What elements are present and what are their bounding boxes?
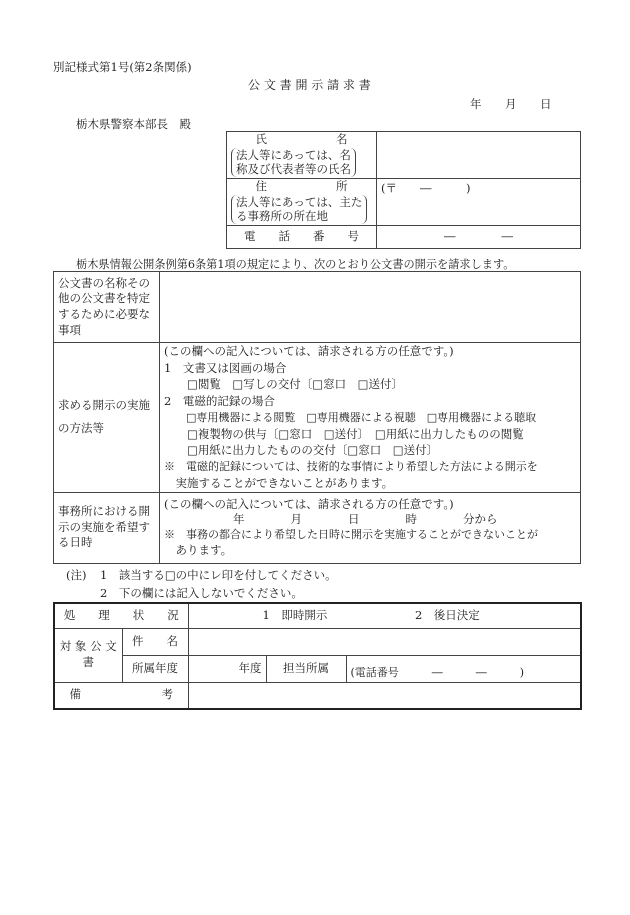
date-month-label: 月 (505, 97, 517, 111)
target-label-line: 対 象 公 文 (59, 639, 117, 654)
office-use-table (53, 602, 582, 710)
disclosure-method-label (54, 343, 160, 493)
date-year-label: 年 (470, 97, 482, 111)
address-note (231, 195, 367, 225)
status-option-immediate: 1 即時開示 (262, 607, 328, 622)
status-label: 処 理 状 況 (63, 607, 179, 622)
date-day-label: 日 (540, 97, 552, 111)
form-number: 別記様式第1号(第2条関係) (53, 60, 192, 74)
phone-label: 電 話 番 号 (227, 226, 377, 249)
name-note (231, 148, 356, 178)
doc-label-line: するために必要な (58, 307, 150, 321)
item-name-field (188, 628, 581, 655)
datetime-label-line: 示の実施を希望す (58, 519, 150, 534)
applicant-table (226, 131, 581, 249)
year-suffix: 年度 (238, 660, 262, 675)
status-label-cell (54, 603, 188, 628)
method-electronic-note: ※ 電磁的記録については、技術的な事情により希望した方法による開示を (164, 459, 538, 473)
method-documents-checkboxes[interactable]: □閲覧 □写しの交付〔□窓口 □送付〕 (164, 377, 403, 392)
method-electronic-checkboxes-2[interactable]: □複製物の供与〔□窓口 □送付〕 □用紙に出力したものの閲覧 (164, 426, 524, 441)
method-electronic-checkboxes-3[interactable]: □用紙に出力したものの交付〔□窓口 □送付〕 (164, 443, 439, 458)
remarks-field (188, 682, 581, 709)
method-electronic-note-cont: 実施することができないことがあります。 (164, 475, 394, 490)
address-label: 住 所 (255, 179, 348, 194)
status-option-later: 2 後日決定 (414, 607, 480, 622)
department-phone-field (346, 655, 581, 682)
method-label-line: 求める開示の実施 (58, 397, 150, 412)
notes-label: (注) (66, 568, 87, 582)
name-label: 氏 名 (255, 132, 348, 147)
intro-text: 栃木県情報公開条例第6条第1項の規定により、次のとおり公文書の開示を請求します。 (76, 258, 515, 271)
status-options (188, 603, 581, 628)
datetime-warning: ※ 事務の都合により希望した日時に開示を実施することができないことが (164, 527, 538, 541)
name-input[interactable] (377, 132, 581, 179)
datetime-label-line: 事務所における開 (58, 504, 150, 519)
postal-code-field: (〒 ― ) (381, 181, 471, 195)
request-table (53, 271, 581, 564)
doc-label-line: 公文書の名称その (58, 275, 150, 290)
address-note-line2: る事務所の所在地 (236, 209, 328, 224)
datetime-warning-cont: あります。 (164, 542, 233, 557)
address-note-line1: 法人等にあっては、主た (236, 194, 363, 209)
address-label-cell (227, 179, 377, 226)
datetime-fields[interactable]: 年 月 日 時 分から (164, 512, 498, 527)
name-note-line1: 法人等にあっては、名 (236, 147, 351, 162)
fiscal-year-field (188, 655, 266, 682)
method-section-documents: 1 文書又は図画の場合 (164, 360, 287, 375)
phone-input[interactable]: ― ― (377, 226, 581, 249)
preferred-datetime-label (54, 492, 160, 563)
preferred-datetime-input[interactable] (160, 492, 581, 563)
method-section-electronic: 2 電磁的記録の場合 (164, 394, 275, 409)
department-label: 担当所属 (266, 655, 346, 682)
method-note: (この欄への記入については、請求される方の任意です。) (164, 344, 454, 358)
doc-label-line: 事項 (58, 322, 81, 337)
address-input[interactable] (377, 179, 581, 226)
remarks-label: 備 考 (54, 682, 188, 709)
item-name-label: 件 名 (122, 628, 188, 655)
doc-label-line: 他の公文書を特定 (58, 291, 150, 306)
method-label-line: の方法等 (58, 421, 104, 436)
fiscal-year-label: 所属年度 (122, 655, 188, 682)
document-name-label (54, 272, 160, 343)
datetime-label-line: る日時 (58, 535, 93, 550)
document-title: 公 文 書 開 示 請 求 書 (248, 78, 371, 92)
document-name-input[interactable] (160, 272, 581, 343)
addressee: 栃木県警察本部長 殿 (76, 117, 191, 131)
department-phone: (電話番号 ― ― ) (350, 665, 525, 679)
datetime-note: (この欄への記入については、請求される方の任意です。) (164, 496, 454, 511)
note-1: 1 該当する□の中にレ印を付してください。 (100, 568, 337, 582)
disclosure-method-options (160, 343, 581, 493)
note-2: 2 下の欄には記入しないでください。 (100, 586, 303, 600)
target-document-label (54, 628, 122, 682)
target-label-line: 書 (82, 655, 94, 669)
method-electronic-checkboxes-1[interactable]: □専用機器による閲覧 □専用機器による視聴 □専用機器による聴取 (164, 410, 537, 424)
name-note-line2: 称及び代表者等の氏名 (236, 162, 351, 177)
name-label-cell (227, 132, 377, 179)
